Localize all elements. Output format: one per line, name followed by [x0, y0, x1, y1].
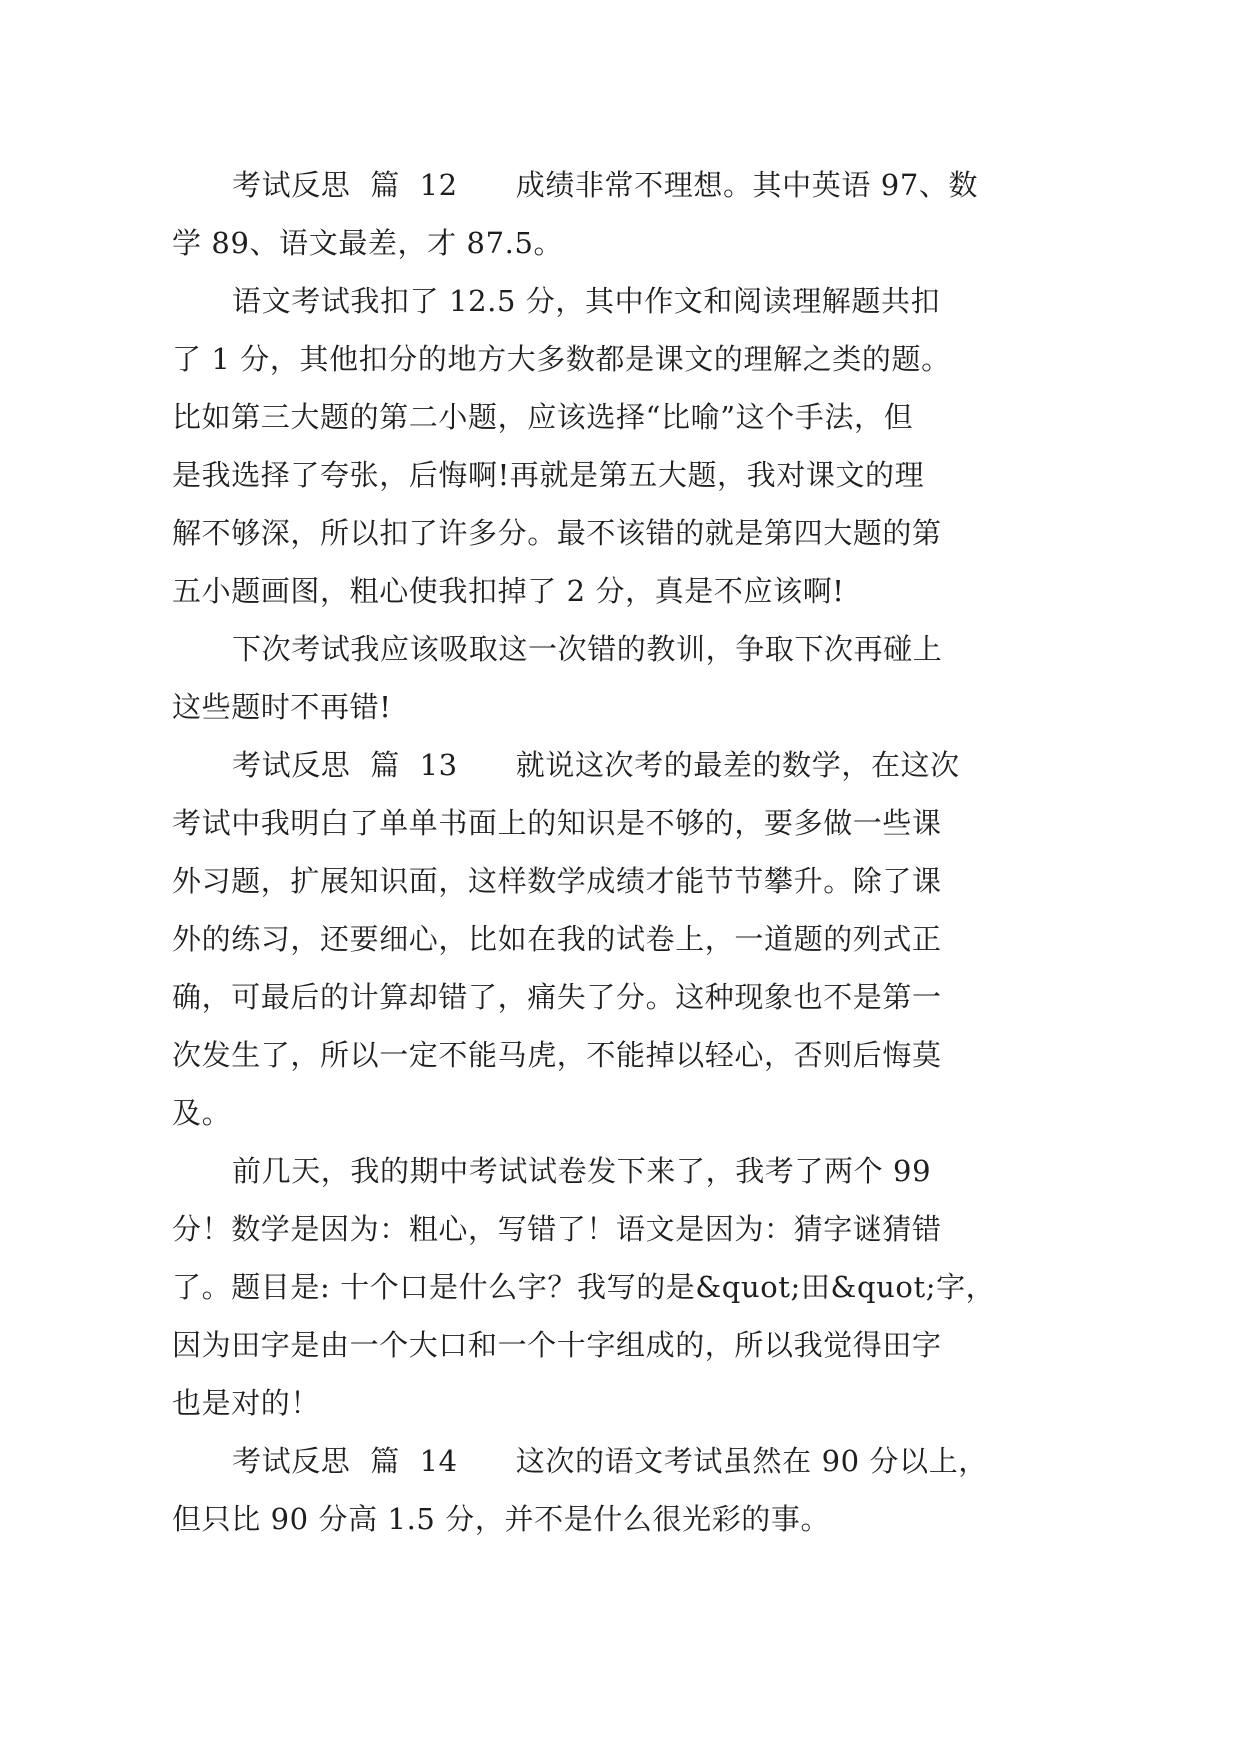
paragraph-13 — [172, 736, 1072, 1142]
paragraph-line: 这些题时不再错! — [172, 690, 392, 724]
paragraph-line: 解不够深，所以扣了许多分。最不该错的就是第四大题的第 — [172, 516, 942, 550]
paragraph-line — [172, 1432, 1072, 1490]
section-label: 考试反思 篇 12 — [232, 168, 458, 202]
paragraph-line: 下次考试我应该吸取这一次错的教训，争取下次再碰上 — [232, 632, 943, 666]
paragraph-line: 外习题，扩展知识面，这样数学成绩才能节节攀升。除了课 — [172, 864, 942, 898]
line-text: 这次的语文考试虽然在 90 分以上， — [515, 1444, 988, 1478]
paragraph-line: 次发生了，所以一定不能马虎，不能掉以轻心，否则后悔莫 — [172, 1038, 942, 1072]
paragraph-line: 也是对的！ — [172, 1386, 321, 1420]
paragraph-line: 分！数学是因为：粗心，写错了！语文是因为：猜字谜猜错 — [172, 1212, 942, 1246]
paragraph-line — [172, 736, 1072, 794]
section-label: 考试反思 篇 13 — [232, 748, 458, 782]
paragraph — [172, 620, 1072, 736]
line-text: 成绩非常不理想。其中英语 97、数 — [515, 168, 979, 202]
paragraph — [172, 1142, 1072, 1432]
paragraph-line: 学 89、语文最差，才 87.5。 — [172, 226, 564, 260]
document-body — [172, 156, 1072, 1548]
paragraph-12 — [172, 156, 1072, 272]
paragraph-line: 了。题目是: 十个口是什么字？我写的是&quot;田&quot;字， — [172, 1270, 996, 1304]
paragraph-line: 五小题画图，粗心使我扣掉了 2 分，真是不应该啊! — [172, 574, 845, 608]
paragraph-line: 及。 — [172, 1096, 232, 1130]
paragraph-line: 确，可最后的计算却错了，痛失了分。这种现象也不是第一 — [172, 980, 942, 1014]
paragraph-line: 是我选择了夸张，后悔啊!再就是第五大题，我对课文的理 — [172, 458, 925, 492]
paragraph-line — [172, 156, 1072, 214]
paragraph-14 — [172, 1432, 1072, 1548]
paragraph-line: 考试中我明白了单单书面上的知识是不够的，要多做一些课 — [172, 806, 942, 840]
paragraph-line: 了 1 分，其他扣分的地方大多数都是课文的理解之类的题。 — [172, 342, 951, 376]
paragraph-line: 前几天，我的期中考试试卷发下来了，我考了两个 99 — [232, 1154, 932, 1188]
line-text: 就说这次考的最差的数学，在这次 — [515, 748, 960, 782]
paragraph — [172, 272, 1072, 620]
paragraph-line: 外的练习，还要细心，比如在我的试卷上，一道题的列式正 — [172, 922, 942, 956]
paragraph-line: 比如第三大题的第二小题，应该选择“比喻”这个手法，但 — [172, 400, 914, 434]
paragraph-line: 因为田字是由一个大口和一个十字组成的，所以我觉得田字 — [172, 1328, 942, 1362]
section-label: 考试反思 篇 14 — [232, 1444, 458, 1478]
paragraph-line: 语文考试我扣了 12.5 分，其中作文和阅读理解题共扣 — [232, 284, 941, 318]
paragraph-line: 但只比 90 分高 1.5 分，并不是什么很光彩的事。 — [172, 1502, 831, 1536]
